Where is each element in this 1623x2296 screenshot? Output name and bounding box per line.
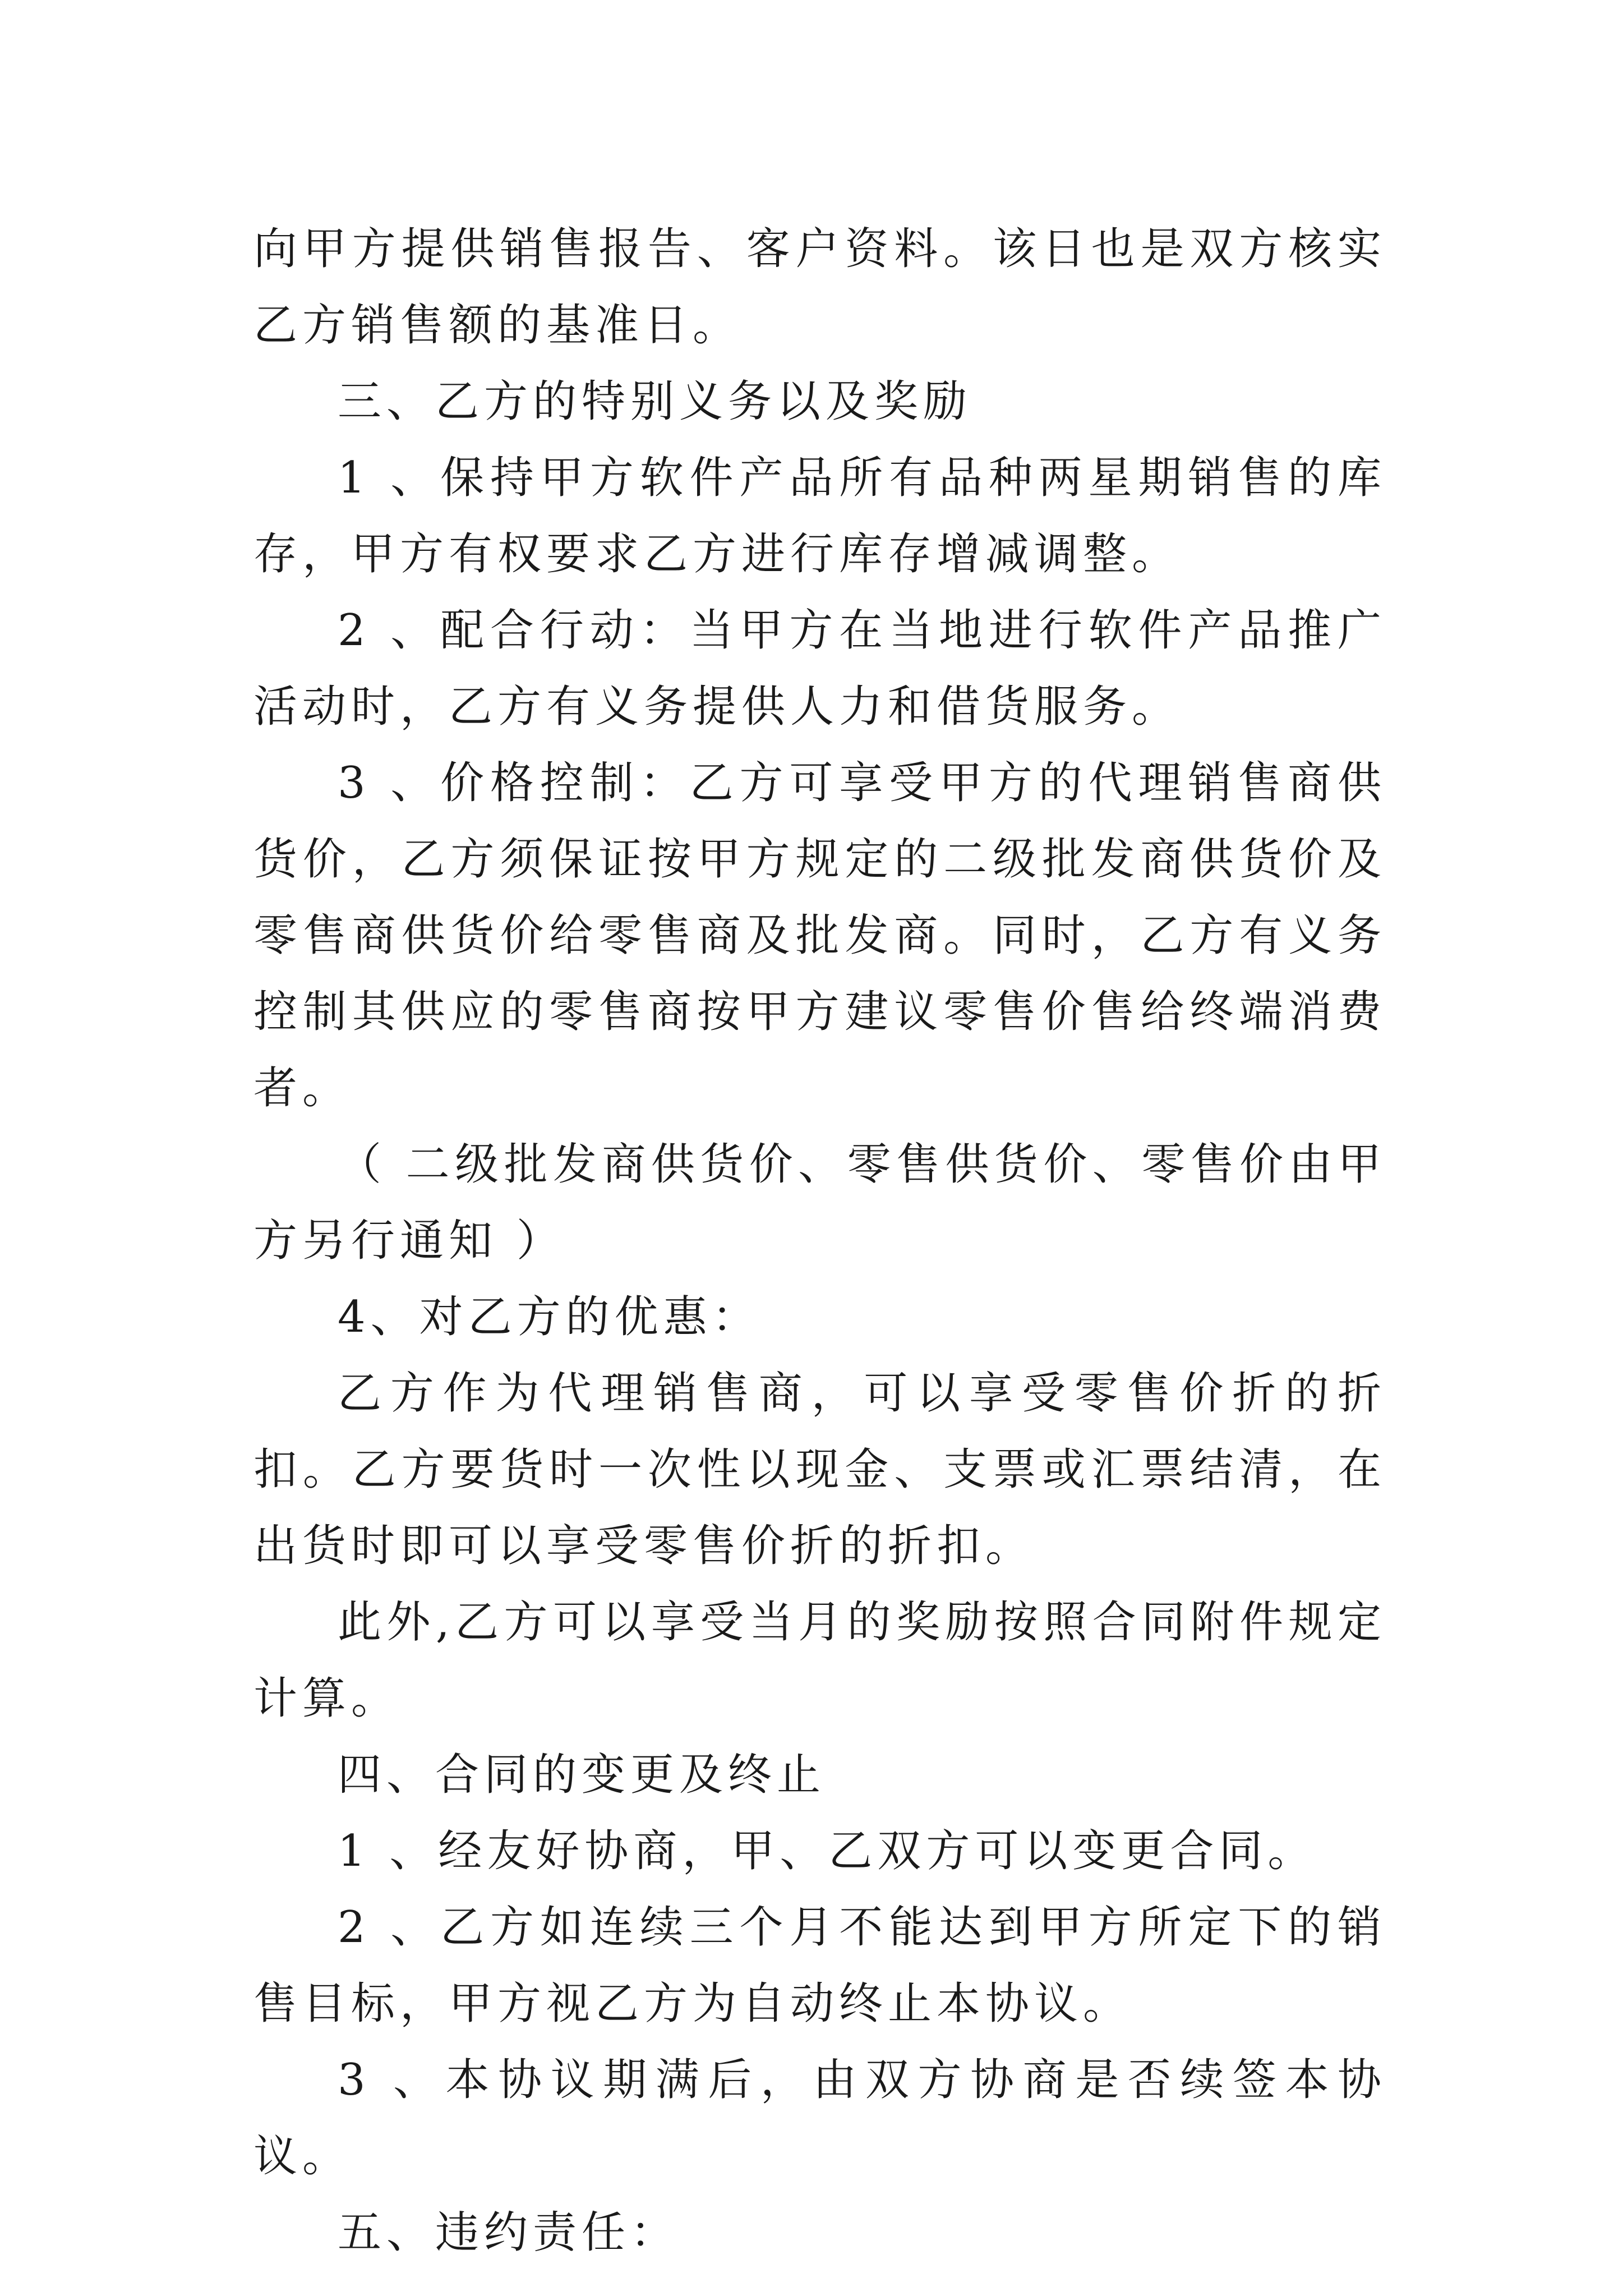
paragraph-4-2: 2 、乙方如连续三个月不能达到甲方所定下的销售目标，甲方视乙方为自动终止本协议。 (253, 1902, 1386, 2029)
paragraph-3-2: 2 、配合行动：当甲方在当地进行软件产品推广活动时，乙方有义务提供人力和借货服务。 (253, 605, 1386, 732)
paragraph-discount: 乙方作为代理销售商，可以享受零售价折的折扣。乙方要货时一次性以现金、支票或汇票结清，在出货时即可以享受零售价折的折扣。 (253, 1368, 1386, 1571)
paragraph-4-1: 1 、经友好协商，甲、乙双方可以变更合同。 (338, 1826, 1317, 1876)
paragraph-3-1: 1 、保持甲方软件产品所有品种两星期销售的库存，甲方有权要求乙方进行库存增减调整。 (253, 453, 1386, 579)
paragraph-3-3: 3 、价格控制：乙方可享受甲方的代理销售商供货价，乙方须保证按甲方规定的二级批发商供货价及零售商供货价给零售商及批发商。同时，乙方有义务控制其供应的零售商按甲方建议零售价售给终端消费者。 (253, 758, 1386, 1114)
paragraph-3-4: 4、对乙方的优惠： (338, 1292, 761, 1342)
paragraph-4-3: 3 、本协议期满后，由双方协商是否续签本协议。 (253, 2055, 1386, 2182)
section-heading-3: 三、乙方的特别义务以及奖励 (338, 376, 972, 427)
document-body (253, 211, 1386, 2271)
paragraph-1: 向甲方提供销售报告、客户资料。该日也是双方核实乙方销售额的基准日。 (253, 224, 1386, 351)
paragraph-note: （ 二级批发商供货价、零售供货价、零售价由甲方另行通知 ） (253, 1139, 1386, 1266)
section-heading-4: 四、合同的变更及终止 (338, 1750, 826, 1800)
paragraph-bonus: 此外,乙方可以享受当月的奖励按照合同附件规定计算。 (253, 1597, 1386, 1724)
section-heading-5: 五、违约责任： (338, 2207, 680, 2258)
